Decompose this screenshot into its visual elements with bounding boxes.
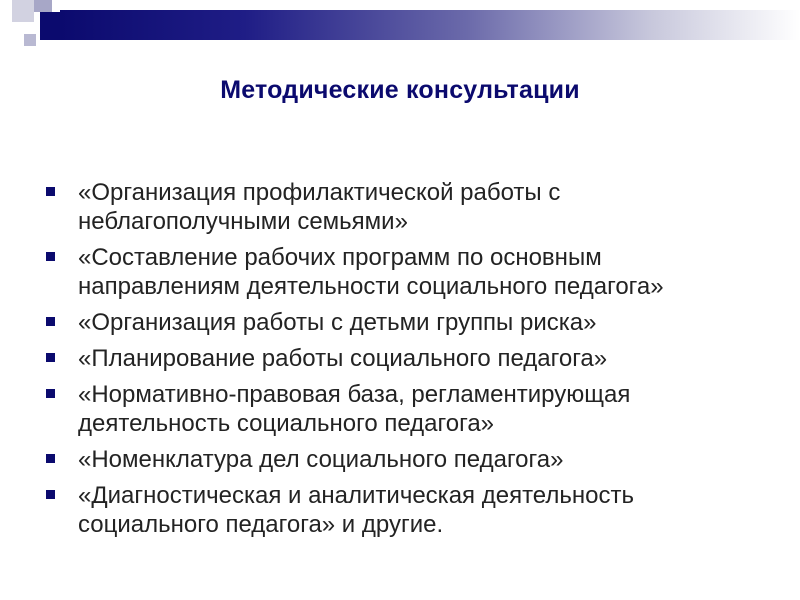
- square-bullet-icon: [46, 454, 55, 463]
- list-item: [46, 445, 766, 474]
- square-bullet-icon: [46, 252, 55, 261]
- list-item: [46, 380, 766, 438]
- decorative-square: [24, 34, 36, 46]
- bullet-list: [46, 178, 766, 539]
- list-item: [46, 178, 766, 236]
- list-item: [46, 481, 766, 539]
- square-bullet-icon: [46, 187, 55, 196]
- decorative-square: [12, 0, 34, 22]
- square-bullet-icon: [46, 490, 55, 499]
- list-item: [46, 308, 766, 337]
- decorative-square: [40, 12, 60, 40]
- list-item-text: «Номенклатура дел социального педагога»: [78, 446, 564, 473]
- slide-title: Методические консультации: [220, 76, 580, 104]
- list-item: [46, 243, 766, 301]
- decorative-square: [34, 0, 52, 12]
- list-item-text: «Нормативно-правовая база, регламентирующая деятельность социального педагога»: [78, 381, 631, 437]
- square-bullet-icon: [46, 389, 55, 398]
- list-item-text: «Составление рабочих программ по основным направлениям деятельности социального педагога»: [78, 244, 664, 300]
- header-gradient-band: [60, 10, 800, 40]
- list-item-text: «Организация работы с детьми группы риска»: [78, 309, 597, 336]
- list-item: [46, 344, 766, 373]
- square-bullet-icon: [46, 353, 55, 362]
- list-item-text: «Диагностическая и аналитическая деятельность социального педагога» и другие.: [78, 482, 634, 538]
- list-item-text: «Планирование работы социального педагога»: [78, 345, 608, 372]
- square-bullet-icon: [46, 317, 55, 326]
- list-item-text: «Организация профилактической работы с неблагополучными семьями»: [78, 179, 561, 235]
